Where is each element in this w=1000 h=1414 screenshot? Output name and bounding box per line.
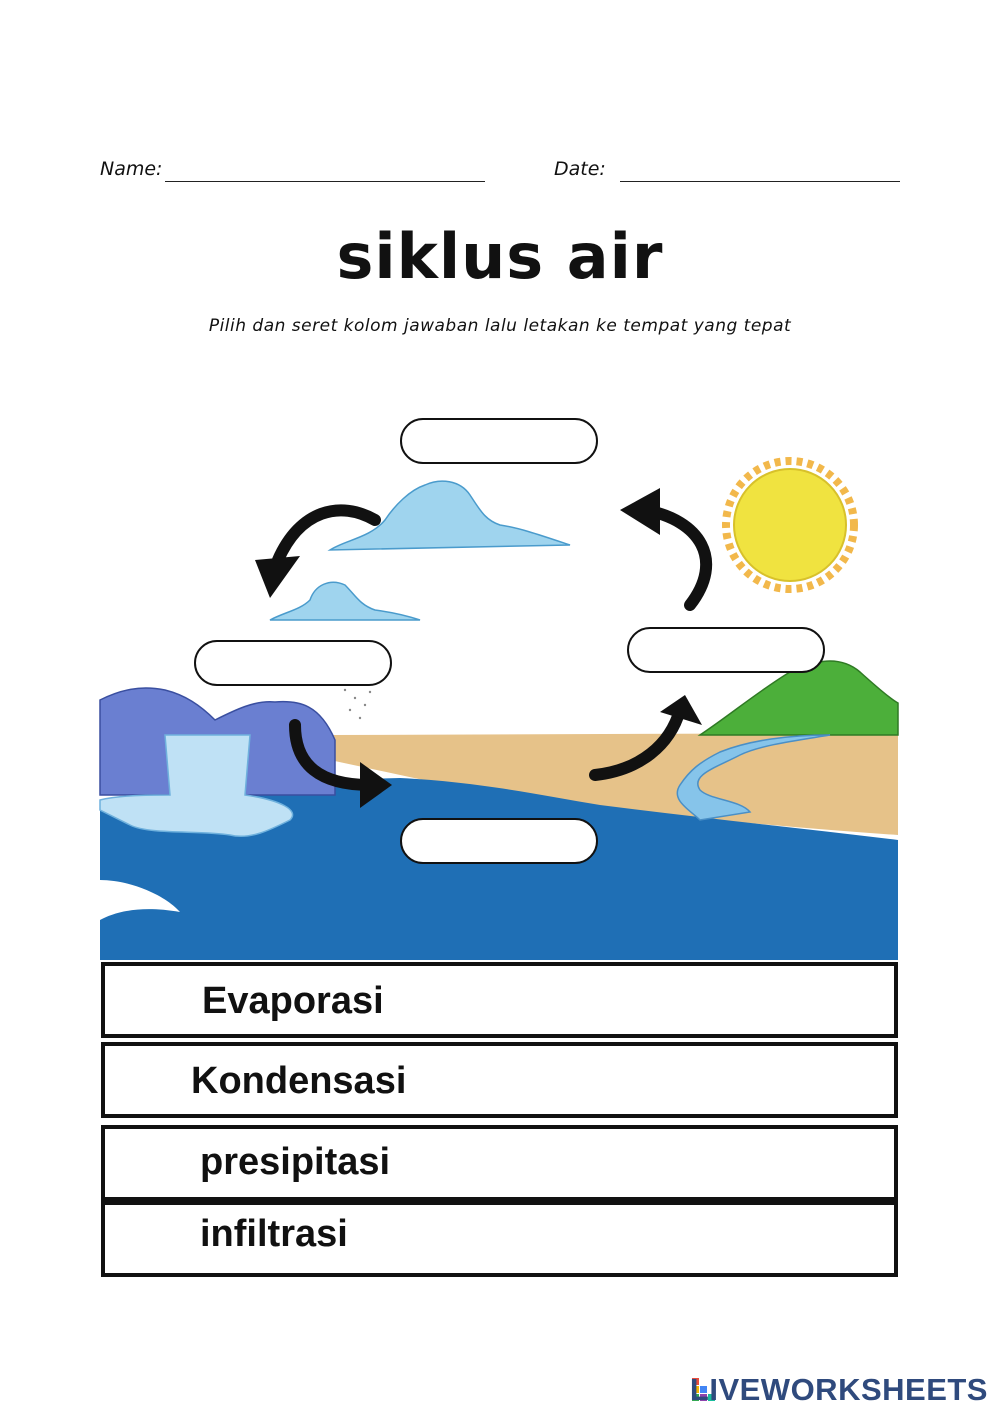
date-label: Date: bbox=[554, 158, 606, 180]
drop-zone-bottom[interactable] bbox=[400, 818, 598, 864]
answer-option-evaporasi[interactable] bbox=[101, 962, 898, 1038]
answer-option-presipitasi[interactable] bbox=[101, 1125, 898, 1201]
answer-label: infiltrasi bbox=[200, 1213, 348, 1255]
arrow-condensation-to-precipitation bbox=[278, 510, 375, 560]
answer-option-infiltrasi[interactable] bbox=[101, 1201, 898, 1277]
answer-label: presipitasi bbox=[200, 1141, 391, 1183]
rain-drops bbox=[344, 689, 371, 719]
arrowhead-1 bbox=[255, 556, 300, 598]
instruction-text: Pilih dan seret kolom jawaban lalu letakan ke tempat yang tepat bbox=[208, 316, 792, 336]
cloud-icon bbox=[270, 481, 570, 620]
drop-zone-top[interactable] bbox=[400, 418, 598, 464]
sun-icon bbox=[726, 461, 854, 589]
arrowhead-2 bbox=[620, 488, 660, 535]
answer-label: Kondensasi bbox=[191, 1060, 407, 1102]
name-label: Name: bbox=[100, 158, 163, 180]
page-title: siklus air bbox=[336, 220, 664, 293]
drop-zone-right[interactable] bbox=[627, 627, 825, 673]
answer-label: Evaporasi bbox=[202, 980, 384, 1022]
brand-wordmark[interactable]: LIVEWORKSHEETS bbox=[689, 1372, 988, 1407]
answer-option-kondensasi[interactable] bbox=[101, 1042, 898, 1118]
drop-zone-left[interactable] bbox=[194, 640, 392, 686]
